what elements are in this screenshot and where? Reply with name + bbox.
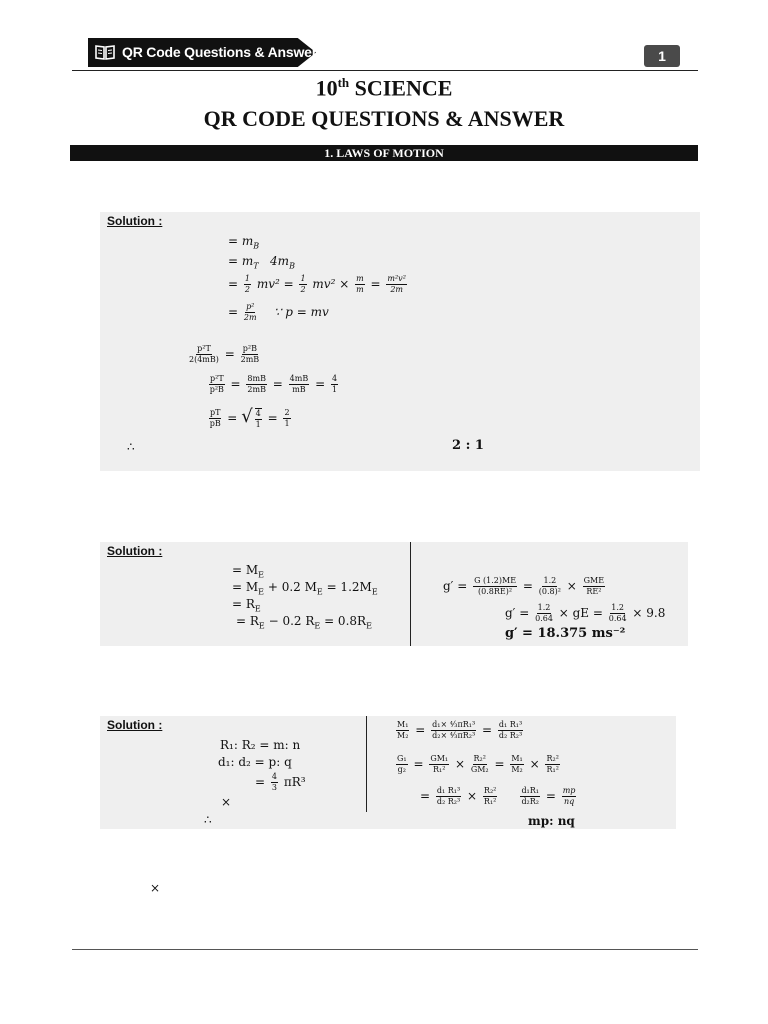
header-tag-label: QR Code Questions & Answer xyxy=(122,44,317,60)
s1-ratio3: $\frac{pT}{pB}$ = √ $\frac{4}{1}$ = $\frac{2}{1}$ xyxy=(209,406,290,429)
page-number: 1 xyxy=(644,45,680,67)
s3-l4: × xyxy=(221,795,232,809)
book-icon xyxy=(95,44,115,60)
footer-rule xyxy=(72,949,698,950)
page-subtitle: QR CODE QUESTIONS & ANSWER xyxy=(203,106,565,131)
solution-2-label: Solution : xyxy=(107,544,163,558)
grade-suffix: th xyxy=(337,75,350,90)
s2-g1: g′ = $\frac{G (1.2)ME}{\text{(0.8RE)²}}$ = $\frac{1.2}{\text{(0.8)²}}$ × $\frac{\text{GME}}{\text{RE²}}$ xyxy=(443,576,605,596)
s3-l3: = $\frac{4}{3}$ πR³ xyxy=(255,772,306,792)
chapter-bar: 1. LAWS OF MOTION xyxy=(70,145,698,161)
header-rule xyxy=(72,70,698,71)
stray-times: × xyxy=(150,881,161,895)
s2-l2: = $M_E + 0.2$ $M_E = 1.2M_E$ xyxy=(232,580,378,597)
s2-l3: = $R_E$ xyxy=(232,597,261,614)
s1-eq4: = $\frac{\text{p²}}{2m}$ ∵ p = mv xyxy=(228,302,329,322)
s2-l1: = $M_E$ xyxy=(232,563,264,580)
s1-therefore: ∴ xyxy=(127,440,135,454)
s2-divider xyxy=(410,542,411,646)
grade: 10 xyxy=(315,75,338,101)
solution-3-box xyxy=(100,716,676,829)
s1-eq3: = $\frac{1}{2}$ mv² = $\frac{1}{2}$ mv² × $\frac{m}{m}$ = $\frac{\text{m²v²}}{2m}$ xyxy=(228,274,406,294)
s3-divider xyxy=(366,716,367,812)
s3-g: $\frac{\text{G₁}}{\text{g₂}}$ = $\frac{\text{GM₁}}{\text{R₁²}}$ × $\frac{\text{R₂²}}{\text{GM₂}}$ = $\frac{\text{M₁}}{\text{M₂}}$ × $\frac{\text{R₂²}}{\text{R₁²}}$ xyxy=(397,754,559,774)
solution-3-label: Solution : xyxy=(107,718,163,732)
s3-l1: R₁: R₂ = m: n xyxy=(220,738,301,752)
s1-ratio2: $\frac{\text{p²T}}{\text{p²B}}$ = $\frac{8mB}{2mB}$ = $\frac{4mB}{mB}$ = $\frac{4}{1}$ xyxy=(209,374,338,394)
s3-therefore: ∴ xyxy=(204,813,212,827)
s3-l2: d₁: d₂ = p: q xyxy=(218,755,292,769)
s1-ratio1: $\frac{\text{p²T}}{2(4mB)}$ = $\frac{\text{p²B}}{2mB}$ xyxy=(189,344,260,364)
s2-g3: g′ = 18.375 ms⁻² xyxy=(505,626,626,641)
s1-eq1: = $m_B$ xyxy=(228,234,260,251)
subject: SCIENCE xyxy=(354,75,453,101)
s1-answer: 2 : 1 xyxy=(452,438,484,453)
page-title xyxy=(0,75,768,101)
s3-m: $\frac{\text{M₁}}{\text{M₂}}$ = $\frac{\text{d₁× ⁴⁄₃πR₁³}}{\text{d₂× ⁴⁄₃πR₂³}}$ = $\frac{\text{d₁ R₁³}}{\text{d₂ R₂³}}$ xyxy=(397,720,523,740)
s1-eq2: = $m_T$ $4m_B$ xyxy=(228,254,295,271)
solution-1-box xyxy=(100,212,700,471)
s2-g2: g′ = $\frac{1.2}{0.64}$ × gE = $\frac{1.2}{0.64}$ × 9.8 xyxy=(505,603,666,623)
solution-1-label: Solution : xyxy=(107,214,163,228)
s3-final: = $\frac{\text{d₁ R₁³}}{\text{d₂ R₂³}}$ × $\frac{\text{R₂²}}{\text{R₁²}}$ $\frac{\text{d₁R₁}}{\text{d₂R₂}}$ = $\frac{mp}{nq}$ xyxy=(420,786,576,806)
s3-answer: mp: nq xyxy=(528,814,575,828)
s2-l4: = $R_E - 0.2$ $R_E = 0.8R_E$ xyxy=(236,614,372,631)
